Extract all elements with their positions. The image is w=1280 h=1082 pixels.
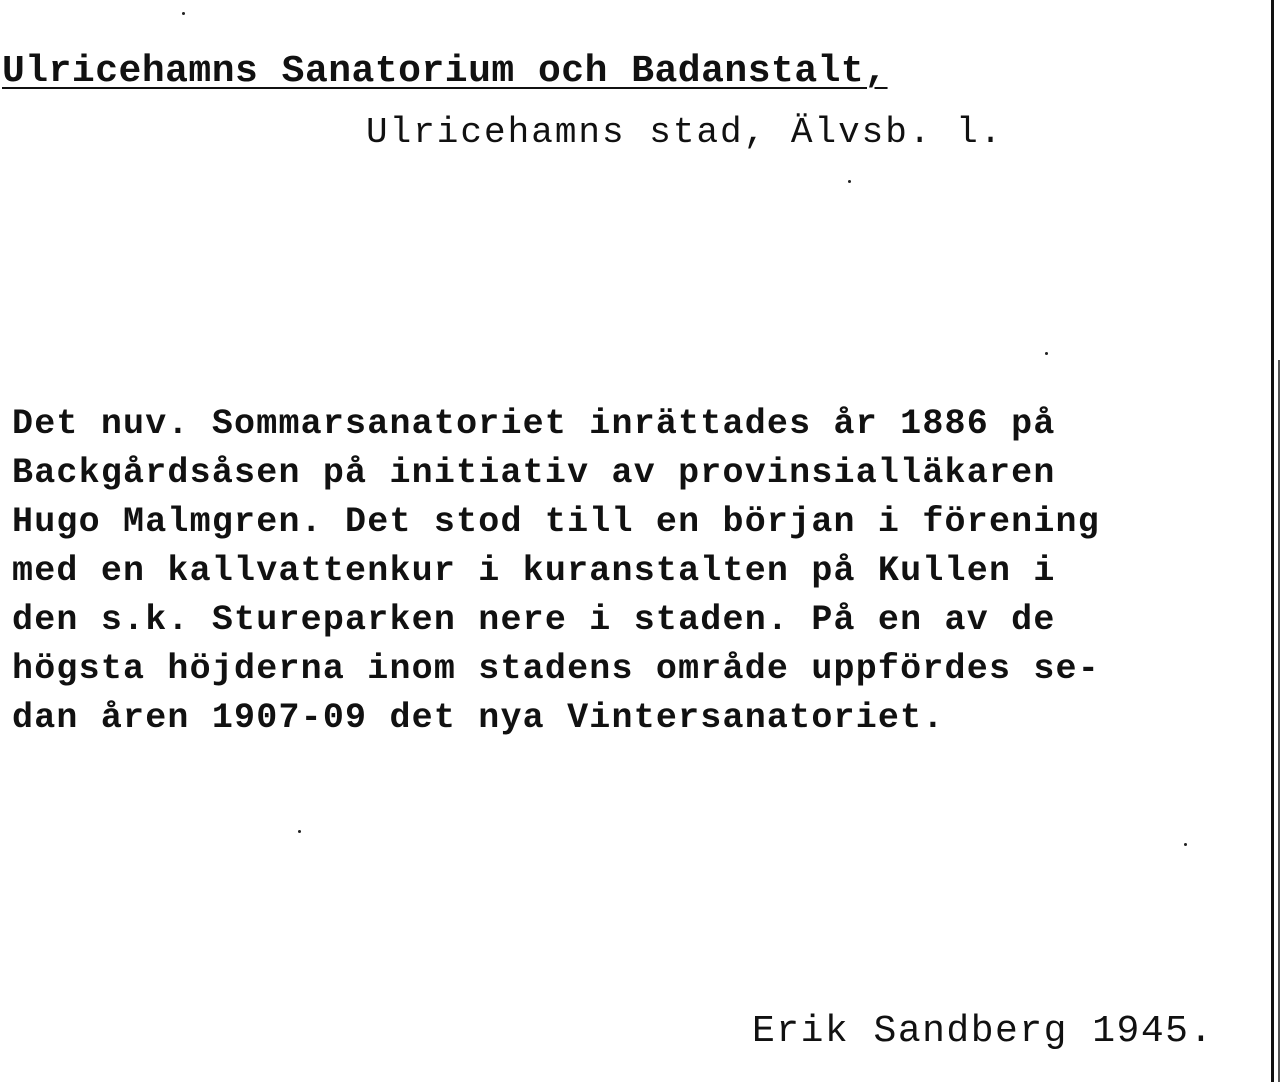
body-line: Backgårdsåsen på initiativ av provinsialläkaren: [12, 453, 1056, 493]
scan-speck: [848, 180, 851, 183]
card-edge: [1271, 0, 1274, 1082]
body-line: den s.k. Stureparken nere i staden. På en av de: [12, 600, 1056, 640]
body-line: högsta höjderna inom stadens område uppfördes se-: [12, 649, 1100, 689]
card-location: Ulricehamns stad, Älvsb. l.: [366, 112, 1004, 153]
body-line: dan åren 1907-09 det nya Vintersanatoriet.: [12, 698, 945, 738]
scan-speck: [182, 12, 185, 15]
card-body: [12, 400, 1242, 743]
scan-speck: [1045, 352, 1048, 355]
scan-speck: [1184, 843, 1187, 846]
scan-speck: [298, 830, 301, 833]
body-line: med en kallvattenkur i kuranstalten på Kullen i: [12, 551, 1056, 591]
card-title: Ulricehamns Sanatorium och Badanstalt,: [2, 50, 888, 93]
body-line: Hugo Malmgren. Det stod till en början i förening: [12, 502, 1100, 542]
body-line: Det nuv. Sommarsanatoriet inrättades år 1886 på: [12, 404, 1056, 444]
card-signature: Erik Sandberg 1945.: [752, 1010, 1214, 1053]
